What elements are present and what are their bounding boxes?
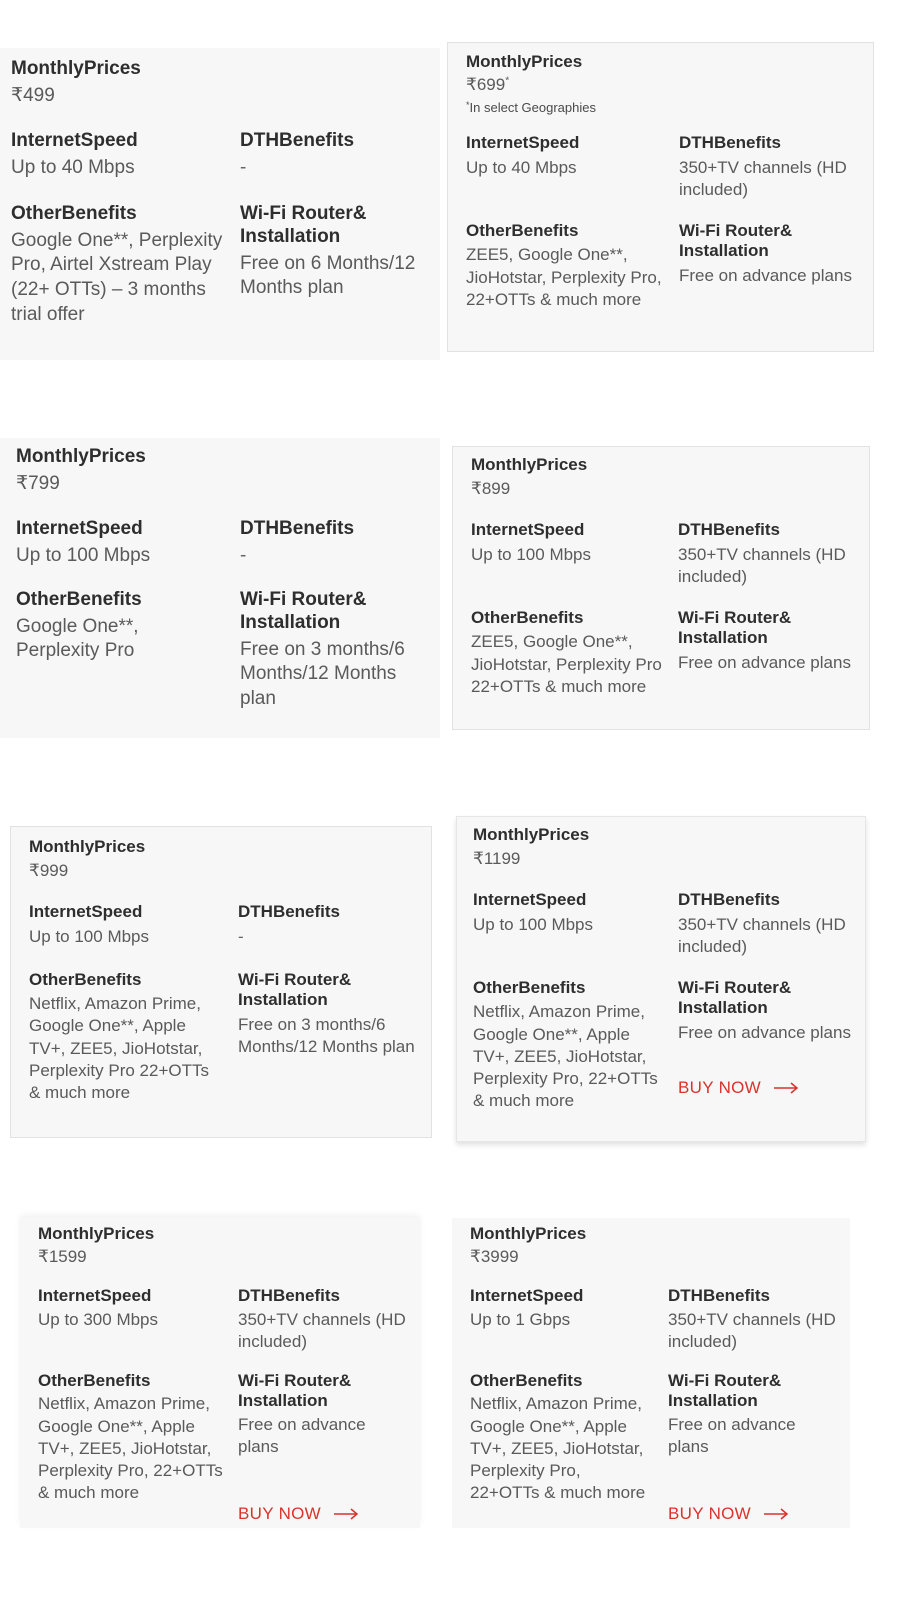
dth-benefits-label: DTHBenefits [678, 890, 781, 910]
other-benefits-value: Google One**, Perplexity Pro, Airtel Xstream Play (22+ OTTs) – 3 months trial offer [11, 229, 223, 325]
other-benefits-label: OtherBenefits [473, 978, 586, 998]
other-benefits-value: ZEE5, Google One**, JioHotstar, Perplexity Pro 22+OTTs & much more [471, 632, 662, 696]
internet-speed-label: InternetSpeed [471, 520, 585, 540]
dth-benefits-label: DTHBenefits [668, 1286, 771, 1306]
router-value: Free on advance plans [668, 1414, 796, 1456]
dth-benefits-value: 350+TV channels (HD included) [679, 157, 847, 199]
monthly-prices-label: MonthlyPrices [38, 1224, 155, 1243]
router-value: Free on advance plans [238, 1414, 366, 1456]
other-benefits-label: OtherBenefits [11, 202, 137, 224]
price-value: ₹799 [16, 472, 60, 494]
monthly-prices-label: MonthlyPrices [466, 52, 583, 71]
price-value: ₹999 [29, 861, 69, 881]
internet-speed-label: InternetSpeed [29, 902, 143, 922]
dth-benefits-label: DTHBenefits [238, 902, 341, 922]
dth-benefits-value: 350+TV channels (HD included) [238, 1309, 406, 1351]
router-label: Wi-Fi Router& Installation [678, 608, 792, 648]
dth-benefits-label: DTHBenefits [240, 130, 355, 152]
monthly-prices-label: MonthlyPrices [470, 1224, 587, 1243]
router-label: Wi-Fi Router& Installation [679, 221, 793, 261]
arrow-right-icon [763, 1508, 789, 1520]
other-benefits-label: OtherBenefits [471, 608, 584, 628]
other-benefits-value: ZEE5, Google One**, JioHotstar, Perplexity Pro, 22+OTTs & much more [466, 245, 662, 309]
plan-card-1599 [20, 1218, 420, 1528]
other-benefits-value: Netflix, Amazon Prime, Google One**, Apple TV+, ZEE5, JioHotstar, Perplexity Pro, 22+OTTs & much more [38, 1394, 223, 1502]
router-label: Wi-Fi Router& Installation [238, 1371, 352, 1411]
monthly-prices-label: MonthlyPrices [471, 455, 588, 474]
buy-now-label: BUY NOW [238, 1504, 322, 1524]
price-value: ₹699* [466, 75, 510, 95]
router-value: Free on advance plans [678, 652, 851, 672]
router-label: Wi-Fi Router& Installation [240, 588, 367, 633]
internet-speed-value: Up to 100 Mbps [29, 926, 150, 946]
internet-speed-label: InternetSpeed [470, 1286, 584, 1306]
internet-speed-value: Up to 100 Mbps [473, 914, 594, 934]
internet-speed-value: Up to 1 Gbps [470, 1309, 571, 1329]
monthly-prices-label: MonthlyPrices [16, 446, 146, 467]
internet-speed-label: InternetSpeed [11, 130, 138, 152]
plan-card-899 [452, 446, 870, 730]
router-value: Free on 3 months/6 Months/12 Months plan [238, 1014, 415, 1056]
dth-benefits-label: DTHBenefits [678, 520, 781, 540]
monthly-prices-label: MonthlyPrices [29, 837, 146, 856]
internet-speed-label: InternetSpeed [16, 518, 143, 540]
price-value: ₹899 [471, 479, 511, 499]
router-label: Wi-Fi Router& Installation [678, 978, 792, 1018]
router-value: Free on 3 months/6 Months/12 Months plan [240, 638, 405, 709]
arrow-right-icon [773, 1082, 799, 1094]
plan-card-699 [447, 42, 874, 352]
router-value: Free on advance plans [679, 265, 852, 285]
buy-now-button[interactable] [668, 1504, 789, 1524]
other-benefits-label: OtherBenefits [38, 1371, 151, 1391]
buy-now-label: BUY NOW [678, 1077, 762, 1097]
plan-card-999 [10, 826, 432, 1138]
other-benefits-label: OtherBenefits [16, 588, 142, 610]
price-value: ₹3999 [470, 1247, 519, 1267]
other-benefits-value: Netflix, Amazon Prime, Google One**, Apple TV+, ZEE5, JioHotstar, Perplexity Pro, 22+OTTs & much more [473, 1002, 658, 1110]
internet-speed-value: Up to 100 Mbps [471, 544, 592, 564]
dth-benefits-value: - [238, 926, 244, 946]
router-label: Wi-Fi Router& Installation [668, 1371, 782, 1411]
internet-speed-label: InternetSpeed [473, 890, 587, 910]
dth-benefits-label: DTHBenefits [238, 1286, 341, 1306]
other-benefits-value: Google One**, Perplexity Pro [16, 615, 139, 662]
dth-benefits-value: 350+TV channels (HD included) [668, 1309, 836, 1351]
router-label: Wi-Fi Router& Installation [238, 969, 352, 1010]
buy-now-button[interactable] [238, 1504, 359, 1524]
internet-speed-value: Up to 300 Mbps [38, 1309, 159, 1329]
dth-benefits-value: - [240, 545, 247, 567]
buy-now-label: BUY NOW [668, 1504, 752, 1524]
dth-benefits-label: DTHBenefits [679, 133, 782, 153]
internet-speed-label: InternetSpeed [466, 133, 580, 153]
price-value: ₹499 [11, 84, 55, 106]
dth-benefits-label: DTHBenefits [240, 518, 355, 540]
price-value: ₹1599 [38, 1247, 87, 1267]
internet-speed-value: Up to 40 Mbps [11, 157, 135, 179]
price-value: ₹1199 [473, 849, 521, 869]
router-value: Free on 6 Months/12 Months plan [240, 252, 416, 299]
internet-speed-label: InternetSpeed [38, 1286, 152, 1306]
arrow-right-icon [333, 1508, 359, 1520]
dth-benefits-value: - [240, 157, 247, 179]
plan-card-3999 [452, 1218, 850, 1528]
plan-card-499 [0, 48, 440, 360]
other-benefits-label: OtherBenefits [29, 969, 142, 989]
geography-note: *In select Geographies [466, 100, 596, 116]
monthly-prices-label: MonthlyPrices [11, 58, 141, 79]
plan-card-1199 [456, 816, 866, 1142]
internet-speed-value: Up to 100 Mbps [16, 545, 151, 567]
router-label: Wi-Fi Router& Installation [240, 202, 367, 247]
dth-benefits-value: 350+TV channels (HD included) [678, 544, 846, 586]
other-benefits-value: Netflix, Amazon Prime, Google One**, Apple TV+, ZEE5, JioHotstar, Perplexity Pro 22+OTTs & much more [29, 994, 209, 1102]
dth-benefits-value: 350+TV channels (HD included) [678, 914, 846, 956]
monthly-prices-label: MonthlyPrices [473, 825, 590, 844]
plan-card-799 [0, 438, 440, 738]
other-benefits-label: OtherBenefits [470, 1371, 583, 1391]
buy-now-button[interactable] [678, 1078, 799, 1098]
router-value: Free on advance plans [678, 1022, 851, 1042]
other-benefits-value: Netflix, Amazon Prime, Google One**, Apple TV+, ZEE5, JioHotstar, Perplexity Pro, 22+OTTs & much more [470, 1394, 646, 1502]
internet-speed-value: Up to 40 Mbps [466, 157, 577, 177]
other-benefits-label: OtherBenefits [466, 221, 579, 241]
